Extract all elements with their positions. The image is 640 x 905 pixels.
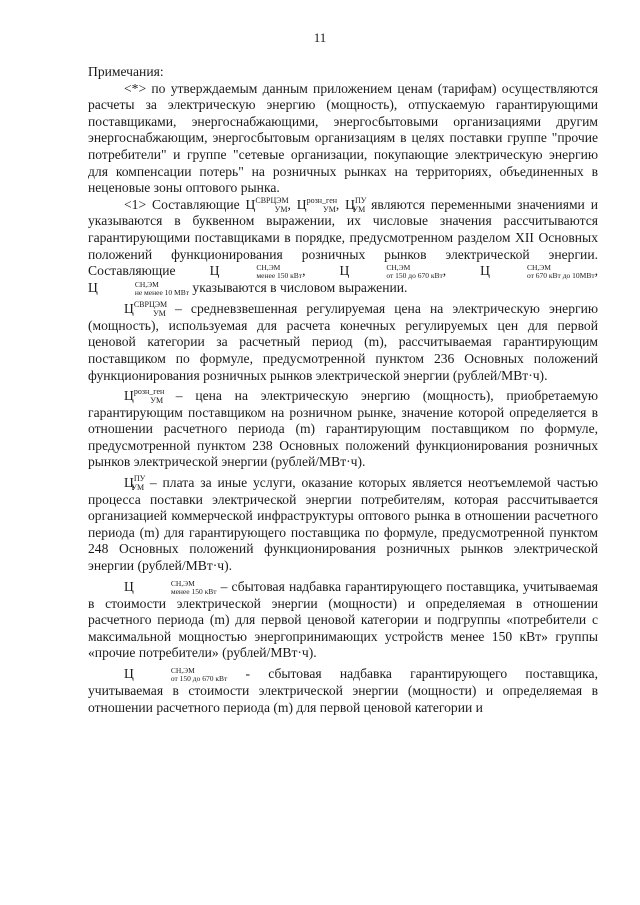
definition-rozn-gen: $Ц^{розн\_ген}_{УМ}$ – цена на электрическую энергию (мощность), приобретаемую гарантирующим поставщиком на розничном рынке, значение которой определяется в отношении расчетного периода (m) гарантирующим поставщиком по формуле, предусмотренной пунктом 238 Основных положений функционирования розничных рынков электрической энергии (рублей/МВт·ч).: [88, 387, 598, 470]
symbol-sn-150-670: Ц СН,ЭМ от 150 до 670 кВт: [339, 263, 443, 281]
note-asterisk-paragraph: <*> по утверждаемым данным приложением ценам (тарифам) осуществляются расчеты за электрическую энергию (мощность), отпускаемую гарантирующими поставщиками, энергоснабжающими, энергосбытовыми организациями другим энергоснабжающим, энергосбытовым организациям в целях поставки группе "прочие потребители" и группе "сетевые организации, покупающие электрическую энергию для компенсации потерь" на розничных рынках на территориях, объединенных в неценовые зоны оптового рынка.: [88, 80, 598, 196]
definition-pu: $Ц^{ПУ}_{УМ}$ – плата за иные услуги, оказание которых является неотъемлемой частью процесса поставки электрической энергии потребителям, которая рассчитывается организацией коммерческой инфраструктуры оптового рынка в отношении расчетного периода (m) для гарантирующего поставщика по формуле, предусмотренной пунктом 248 Основных положений функционирования розничных рынков электрической энергии (рублей/МВт·ч).: [88, 474, 598, 574]
symbol-c-pu: $Ц^{ПУ}_{УМ}$: [345, 195, 367, 214]
document-body: [88, 64, 598, 716]
symbol-c-svrcem: $Ц^{СВРЦЭМ}_{УМ}$: [245, 195, 289, 214]
symbol-sn-670-10: Ц СН,ЭМ от 670 кВт до 10МВт: [480, 263, 595, 281]
notes-heading: Примечания:: [88, 64, 164, 79]
symbol-sn-lt150: Ц СН,ЭМ менее 150 кВт: [209, 263, 303, 281]
definition-sn-150-670: Ц СН,ЭМ от 150 до 670 кВт - сбытовая надбавка гарантирующего поставщика, учитываемая в стоимости электрической энергии (мощности) и определяемая в отношении расчетного периода (m) для первой ценовой категории и: [88, 666, 598, 715]
symbol-sn-ge10: Ц СН,ЭМ не менее 10 МВт: [88, 280, 189, 298]
definition-sn-lt150: Ц СН,ЭМ менее 150 кВт – сбытовая надбавка гарантирующего поставщика, учитываемая в стоимости электрической энергии (мощности) и определяемая в отношении расчетного периода (m) для первой ценовой категории и подгруппы «потребители с максимальной мощностью энергопринимающих устройств менее 150 кВт» группы «прочие потребители» (рублей/МВт·ч).: [88, 578, 598, 661]
note-1-paragraph: <1> Составляющие $Ц^{СВРЦЭМ}_{УМ}$, $Ц^{розн\_ген}_{УМ}$, $Ц^{ПУ}_{УМ}$ являются переменными значениями и указываются в буквенном выражении, их числовые значения рассчитываются гарантирующими поставщиками в порядке, предусмотренном разделом XII Основных положений функционирования розничных рынков электрической энергии. Составляющие Ц СН,ЭМ менее 150 кВт , Ц СН,ЭМ от 150 до 670 кВт , Ц СН,ЭМ от 670 кВт до 10МВт , Ц СН,ЭМ не менее 10 МВт указываются в числовом выражении.: [88, 195, 599, 298]
page-number: 11: [313, 30, 327, 45]
symbol-c-rozn-gen: $Ц^{розн\_ген}_{УМ}$: [296, 195, 338, 214]
note-1-marker: <1>: [124, 196, 147, 212]
definition-svrcem: $Ц^{СВРЦЭМ}_{УМ}$ – средневзвешенная регулируемая цена на электрическую энергию (мощность), используемая для расчета конечных регулируемых цен для первой ценовой категории за расчетный период (m), рассчитываемая гарантирующим поставщиком по формуле, предусмотренной пунктом 236 Основных положений функционирования розничных рынков электрической энергии (рублей/МВт·ч).: [88, 300, 599, 383]
